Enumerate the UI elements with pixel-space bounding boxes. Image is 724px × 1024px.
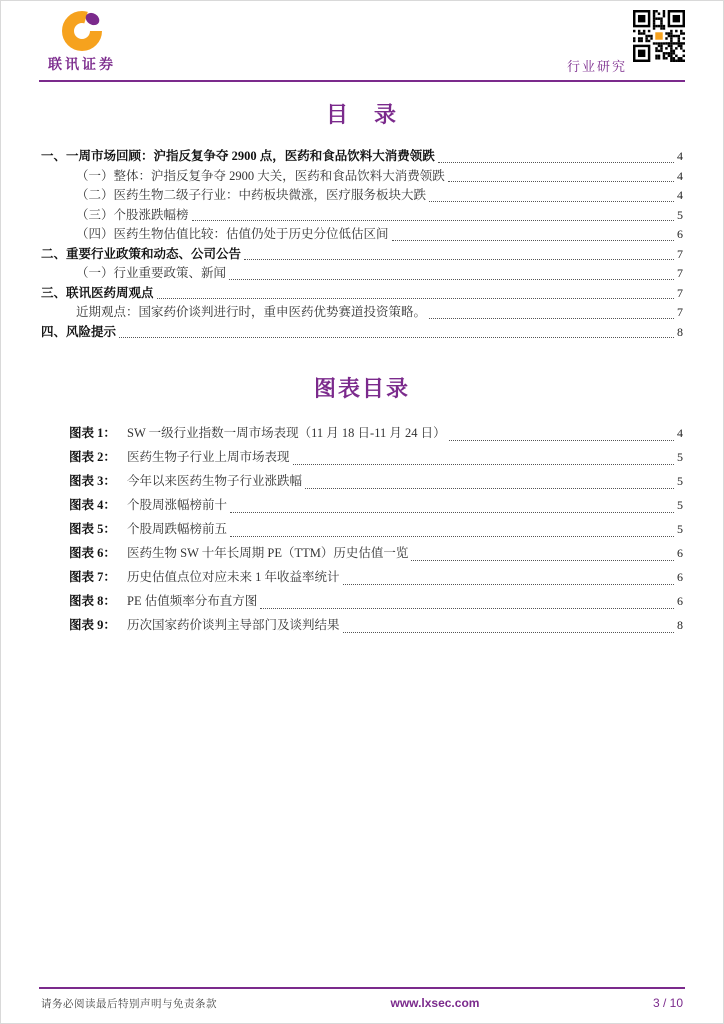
figure-list bbox=[41, 421, 683, 637]
toc-entry-label: （一）行业重要政策、新闻 bbox=[76, 266, 227, 280]
figure-entry-label: SW 一级行业指数一周市场表现（11 月 18 日-11 月 24 日） bbox=[127, 426, 446, 440]
footer-row bbox=[1, 989, 723, 1011]
figure-row[interactable] bbox=[41, 469, 683, 493]
leader-dots bbox=[157, 298, 674, 299]
page-header bbox=[1, 1, 723, 80]
toc-list bbox=[41, 147, 683, 342]
toc-row[interactable] bbox=[41, 284, 683, 304]
leader-dots bbox=[244, 259, 674, 260]
toc-page-number: 7 bbox=[677, 305, 683, 319]
toc-row[interactable] bbox=[41, 303, 683, 323]
figure-entry-label: 历史估值点位对应未来 1 年收益率统计 bbox=[127, 570, 340, 584]
figure-number-label: 图表 3： bbox=[69, 474, 116, 488]
figure-page-number: 5 bbox=[677, 522, 683, 536]
leader-dots bbox=[343, 632, 674, 633]
website-link[interactable]: www.lxsec.com bbox=[390, 996, 480, 1010]
figure-entry-label: PE 估值频率分布直方图 bbox=[127, 594, 258, 608]
toc-page-number: 4 bbox=[677, 149, 683, 163]
toc-row[interactable] bbox=[41, 186, 683, 206]
figure-row[interactable] bbox=[41, 589, 683, 613]
leader-dots bbox=[429, 318, 674, 319]
figure-entry-label: 医药生物 SW 十年长周期 PE（TTM）历史估值一览 bbox=[127, 546, 409, 560]
toc-row[interactable] bbox=[41, 245, 683, 265]
toc-entry-label: （一）整体：沪指反复争夺 2900 大关，医药和食品饮料大消费领跌 bbox=[76, 168, 445, 183]
figure-number-label: 图表 8： bbox=[69, 594, 116, 608]
brand-logo bbox=[39, 6, 125, 74]
figure-row[interactable] bbox=[41, 421, 683, 445]
toc-page-number: 4 bbox=[677, 188, 683, 202]
figures-title: 图表目录 bbox=[313, 376, 410, 401]
toc-entry-label: （三）个股涨跌幅榜 bbox=[76, 207, 189, 222]
leader-dots bbox=[293, 464, 674, 465]
leader-dots bbox=[438, 162, 674, 163]
toc-row[interactable] bbox=[41, 147, 683, 167]
leader-dots bbox=[429, 201, 674, 202]
header-divider bbox=[39, 80, 685, 82]
figure-number-label: 图表 4： bbox=[69, 498, 116, 512]
leader-dots bbox=[305, 488, 674, 489]
qr-code-icon bbox=[633, 10, 685, 62]
page-number: 3 / 10 bbox=[652, 996, 683, 1010]
leader-dots bbox=[229, 279, 674, 280]
figure-entry-label: 个股周跌幅榜前五 bbox=[127, 522, 228, 536]
brand-name: 联讯证券 bbox=[48, 56, 116, 72]
toc-entry-label: 三、联讯医药周观点 bbox=[41, 285, 154, 300]
content-area bbox=[1, 98, 723, 637]
toc-title: 目 录 bbox=[325, 102, 398, 127]
figure-row[interactable] bbox=[41, 613, 683, 637]
figure-page-number: 5 bbox=[677, 450, 683, 464]
leader-dots bbox=[448, 181, 674, 182]
toc-page-number: 7 bbox=[677, 285, 683, 300]
leader-dots bbox=[449, 440, 674, 441]
toc-page-number: 7 bbox=[677, 246, 683, 261]
leader-dots bbox=[411, 560, 674, 561]
toc-row[interactable] bbox=[41, 206, 683, 226]
figure-page-number: 6 bbox=[677, 570, 683, 584]
toc-entry-label: （四）医药生物估值比较：估值仍处于历史分位低估区间 bbox=[76, 227, 389, 241]
figure-row[interactable] bbox=[41, 445, 683, 469]
leader-dots bbox=[260, 608, 674, 609]
figure-page-number: 5 bbox=[677, 498, 683, 512]
toc-entry-label: 二、重要行业政策和动态、公司公告 bbox=[41, 246, 242, 261]
toc-page-number: 4 bbox=[677, 168, 683, 183]
figure-page-number: 4 bbox=[677, 426, 683, 440]
logo-mark-icon bbox=[45, 6, 119, 52]
figure-entry-label: 医药生物子行业上周市场表现 bbox=[127, 450, 290, 464]
toc-entry-label: （二）医药生物二级子行业：中药板块微涨，医疗服务板块大跌 bbox=[76, 188, 427, 202]
figure-page-number: 8 bbox=[677, 618, 683, 632]
toc-page-number: 8 bbox=[677, 324, 683, 339]
figure-row[interactable] bbox=[41, 541, 683, 565]
leader-dots bbox=[343, 584, 674, 585]
figure-page-number: 6 bbox=[677, 594, 683, 608]
leader-dots bbox=[192, 220, 674, 221]
leader-dots bbox=[392, 240, 674, 241]
figure-page-number: 5 bbox=[677, 474, 683, 488]
footer-disclaimer: 请务必阅读最后特别声明与免责条款 bbox=[41, 999, 217, 1010]
toc-row[interactable] bbox=[41, 264, 683, 284]
figure-row[interactable] bbox=[41, 493, 683, 517]
toc-entry-label: 一、一周市场回顾：沪指反复争夺 2900 点，医药和食品饮料大消费领跌 bbox=[41, 149, 435, 163]
page-footer bbox=[1, 987, 723, 1011]
toc-page-number: 6 bbox=[677, 227, 683, 241]
leader-dots bbox=[119, 337, 674, 338]
figure-entry-label: 个股周涨幅榜前十 bbox=[127, 498, 228, 512]
figure-page-number: 6 bbox=[677, 546, 683, 560]
figure-number-label: 图表 1： bbox=[69, 426, 116, 440]
figure-row[interactable] bbox=[41, 517, 683, 541]
toc-page-number: 7 bbox=[677, 266, 683, 280]
figure-number-label: 图表 9： bbox=[69, 618, 116, 632]
toc-entry-label: 四、风险提示 bbox=[41, 324, 117, 339]
toc-row[interactable] bbox=[41, 323, 683, 343]
report-type-label: 行业研究 bbox=[566, 59, 627, 74]
figure-row[interactable] bbox=[41, 565, 683, 589]
figure-entry-label: 历次国家药价谈判主导部门及谈判结果 bbox=[127, 618, 340, 632]
figure-number-label: 图表 6： bbox=[69, 546, 116, 560]
toc-row[interactable] bbox=[41, 225, 683, 245]
toc-row[interactable] bbox=[41, 167, 683, 187]
leader-dots bbox=[230, 536, 674, 537]
toc-page-number: 5 bbox=[677, 207, 683, 222]
figure-number-label: 图表 2： bbox=[69, 450, 116, 464]
figure-number-label: 图表 7： bbox=[69, 570, 116, 584]
figure-number-label: 图表 5： bbox=[69, 522, 116, 536]
leader-dots bbox=[230, 512, 674, 513]
toc-entry-label: 近期观点：国家药价谈判进行时，重申医药优势赛道投资策略。 bbox=[76, 305, 427, 319]
figure-entry-label: 今年以来医药生物子行业涨跌幅 bbox=[127, 474, 303, 488]
